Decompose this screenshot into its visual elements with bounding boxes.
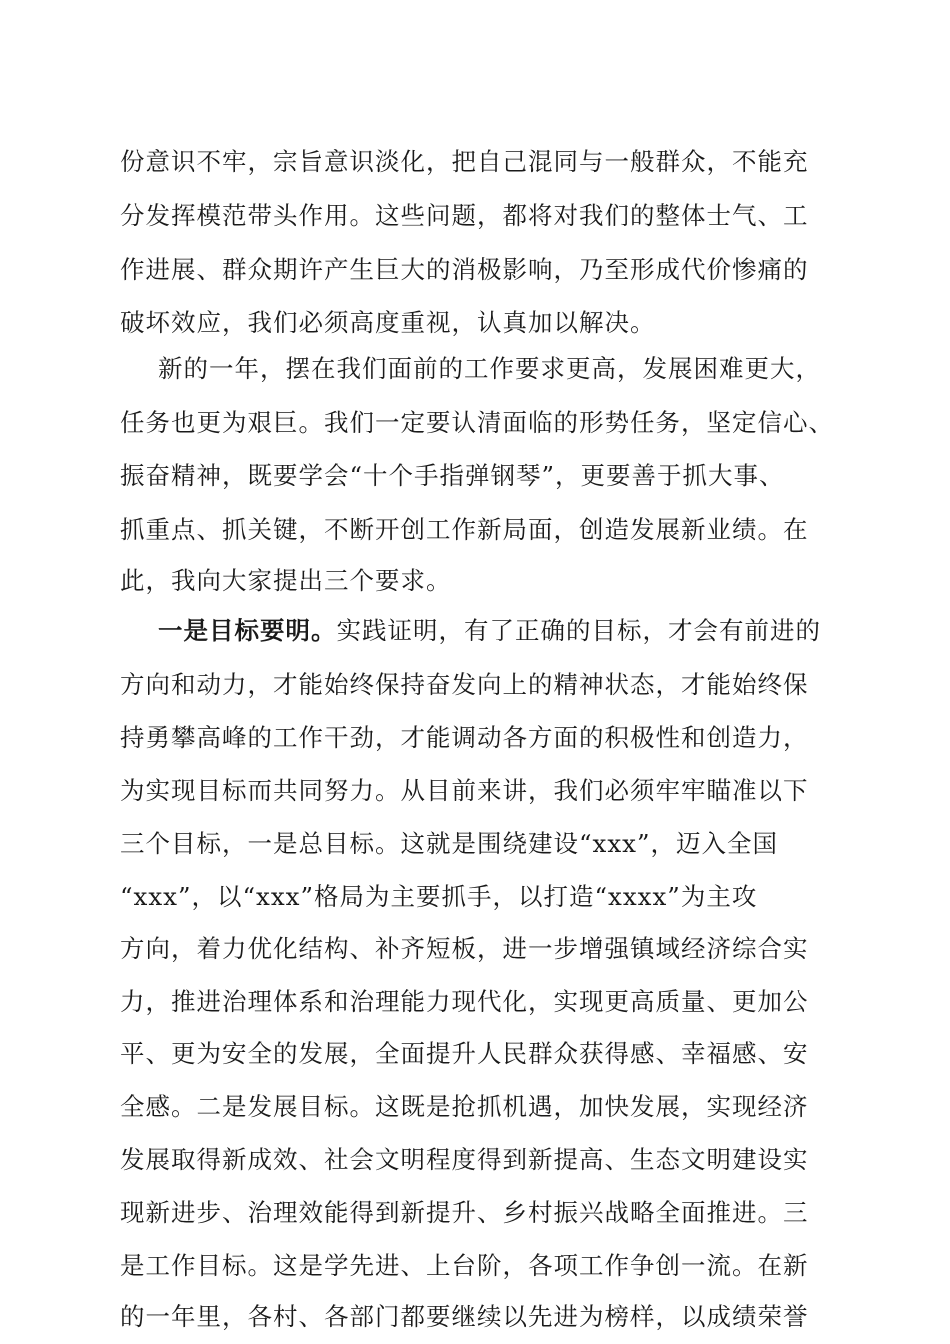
text-span: 实践证明，有了正确的目标，才会有前进的 — [336, 616, 821, 645]
text-line: 力，推进治理体系和治理能力现代化，实现更高质量、更加公 — [120, 987, 809, 1016]
text-line — [158, 611, 821, 651]
text-line: 任务也更为艰巨。我们一定要认清面临的形势任务，坚定信心、 — [120, 408, 834, 437]
text-line: 现新进步、治理效能得到新提升、乡村振兴战略全面推进。三 — [120, 1198, 809, 1227]
text-line: 的一年里，各村、各部门都要继续以先进为榜样，以成绩荣誉 — [120, 1302, 809, 1331]
text-line: 为实现目标而共同努力。从目前来讲，我们必须牢牢瞄准以下 — [120, 776, 809, 805]
text-line: 方向和动力，才能始终保持奋发向上的精神状态，才能始终保 — [120, 670, 809, 699]
section-heading: 一是目标要明。 — [158, 616, 337, 645]
text-line: 破坏效应，我们必须高度重视，认真加以解决。 — [120, 308, 656, 337]
text-line: 发展取得新成效、社会文明程度得到新提高、生态文明建设实 — [120, 1145, 809, 1174]
text-line: 持勇攀高峰的工作干劲，才能调动各方面的积极性和创造力， — [120, 723, 809, 752]
text-line: 方向，着力优化结构、补齐短板，进一步增强镇域经济综合实 — [120, 934, 809, 963]
text-line: 振奋精神，既要学会“十个手指弹钢琴”，更要善于抓大事、 — [120, 461, 785, 490]
text-line: 作进展、群众期许产生巨大的消极影响，乃至形成代价惨痛的 — [120, 255, 809, 284]
text-line: 全感。二是发展目标。这既是抢抓机遇，加快发展，实现经济 — [120, 1092, 809, 1121]
text-line: 新的一年，摆在我们面前的工作要求更高，发展困难更大， — [158, 354, 821, 383]
text-line: 此，我向大家提出三个要求。 — [120, 566, 452, 595]
text-line: 平、更为安全的发展，全面提升人民群众获得感、幸福感、安 — [120, 1039, 809, 1068]
text-line: 抓重点、抓关键，不断开创工作新局面，创造发展新业绩。在 — [120, 515, 809, 544]
text-line: 份意识不牢，宗旨意识淡化，把自己混同与一般群众，不能充 — [120, 147, 809, 176]
text-line: 是工作目标。这是学先进、上台阶，各项工作争创一流。在新 — [120, 1251, 809, 1280]
text-line: “xxx”，以“xxx”格局为主要抓手，以打造“xxxx”为主攻 — [120, 882, 758, 911]
text-line: 三个目标，一是总目标。这就是围绕建设“xxx”，迈入全国 — [120, 829, 778, 858]
text-line: 分发挥模范带头作用。这些问题，都将对我们的整体士气、工 — [120, 201, 809, 230]
